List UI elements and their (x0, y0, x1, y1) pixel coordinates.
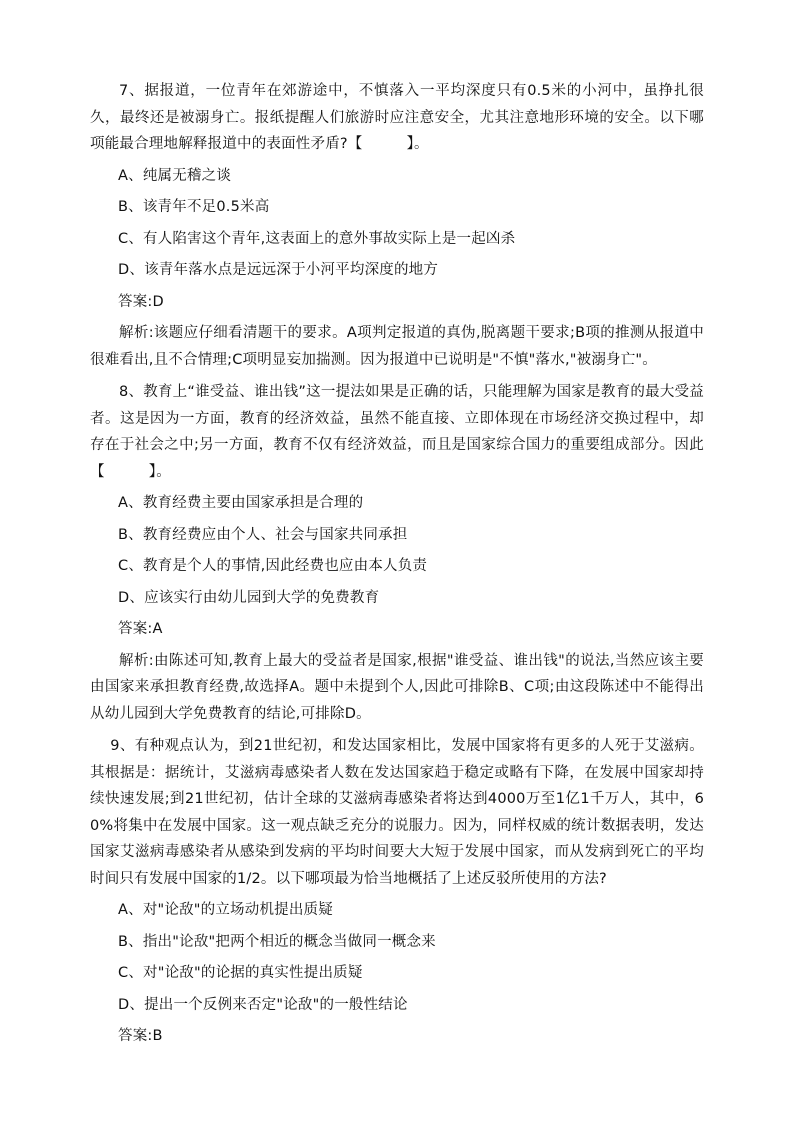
question-7-option-b: B、该青年不足0.5米高 (118, 199, 270, 215)
question-9-option-d: D、提出一个反例来否定"论敌"的一般性结论 (118, 996, 408, 1013)
question-7-option-c: C、有人陷害这个青年,这表面上的意外事故实际上是一起凶杀 (118, 230, 516, 247)
question-8-option-a: A、教育经费主要由国家承担是合理的 (118, 495, 364, 511)
question-9-option-b: B、指出"论敌"把两个相近的概念当做同一概念来 (118, 933, 436, 950)
question-7-answer: 答案:D (118, 293, 164, 310)
question-9-option-a: A、对"论敌"的立场动机提出质疑 (118, 902, 333, 918)
question-7-analysis: 解析:该题应仔细看清题干的要求。A项判定报道的真伪,脱离题干要求;B项的推测从报道中很难看出,且不合情理;C项明显妄加揣测。因为报道中已说明是"不慎"落水,"被溺身亡"。 (90, 325, 704, 368)
question-7-stem: 7、据报道，一位青年在郊游途中，不慎落入一平均深度只有0.5米的小河中，虽挣扎很久，最终还是被溺身亡。报纸提醒人们旅游时应注意安全，尤其注意地形环境的安全。以下哪项能最合理地解释报道中的表面性矛盾?【 】。 (90, 83, 704, 152)
question-8-option-b: B、教育经费应由个人、社会与国家共同承担 (118, 526, 408, 543)
question-8-analysis: 解析:由陈述可知,教育上最大的受益者是国家,根据"谁受益、谁出钱"的说法,当然应该主要由国家来承担教育经费,故选择A。题中未提到个人,因此可排除B、C项;由这段陈述中不能得出从幼儿园到大学免费教育的结论,可排除D。 (90, 652, 704, 722)
question-9-option-c: C、对"论敌"的论据的真实性提出质疑 (118, 965, 363, 981)
question-9-stem: 9、有种观点认为，到21世纪初，和发达国家相比，发展中国家将有更多的人死于艾滋病。其根据是：据统计，艾滋病毒感染者人数在发达国家趋于稳定或略有下降，在发展中国家却持续快速发展;到21世纪初，估计全球的艾滋病毒感染者将达到4000万至1亿1千万人，其中，60%将集中在发展中国家。这一观点缺乏充分的说服力。因为，同样权威的统计数据表明，发达国家艾滋病毒感染者从感染到发病的平均时间要大大短于发展中国家，而从发病到死亡的平均时间只有发展中国家的1/2。以下哪项最为恰当地概括了上述反驳所使用的方法? (90, 738, 704, 887)
question-8-option-d: D、应该实行由幼儿园到大学的免费教育 (118, 589, 380, 606)
question-8-option-c: C、教育是个人的事情,因此经费也应由本人负责 (118, 558, 428, 574)
question-9-answer: 答案:B (118, 1028, 163, 1044)
question-8-answer: 答案:A (118, 621, 163, 637)
question-7-option-d: D、该青年落水点是远远深于小河平均深度的地方 (118, 262, 439, 278)
question-8-stem: 8、教育上“谁受益、谁出钱”这一提法如果是正确的话，只能理解为国家是教育的最大受益者。这是因为一方面，教育的经济效益，虽然不能直接、立即体现在市场经济交换过程中，却存在于社会之中;另一方面，教育不仅有经济效益，而且是国家综合国力的重要组成部分。因此【 】。 (90, 384, 704, 480)
question-7-option-a: A、纯属无稽之谈 (118, 167, 232, 184)
